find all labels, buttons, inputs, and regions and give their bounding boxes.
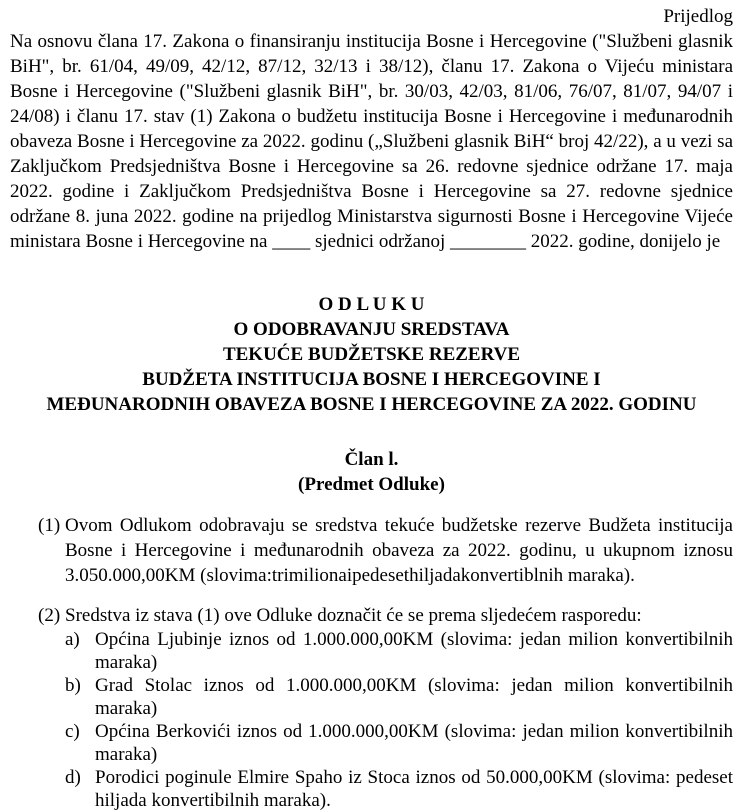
numbered-item (10, 603, 733, 628)
item-marker: (1) (38, 515, 61, 536)
item-marker: (2) (38, 605, 61, 626)
item-text: Općina Berkovići iznos od 1.000.000,00KM (slovima: jedan milion konvertibilnih maraka) (95, 721, 733, 765)
decision-title-line: O D L U K U (318, 294, 425, 315)
lettered-item (10, 628, 733, 674)
item-marker: c) (65, 721, 80, 742)
item-text: Sredstva iz stava (1) ove Odluke doznačit će se prema sljedećem rasporedu: (65, 605, 642, 626)
decision-title (10, 292, 733, 417)
lettered-item (10, 720, 733, 766)
allocation-list (10, 628, 733, 812)
item-marker: d) (65, 767, 81, 788)
decision-title-line: O ODOBRAVANJU SREDSTAVA (233, 319, 510, 340)
item-text: Ovom Odlukom odobravaju se sredstva tekuće budžetske rezerve Budžeta institucija Bosne i Hercegovine i međunarodnih obaveza za 2022. godinu, u ukupnom iznosu 3.050.000,00KM (slovima:trimilionaipedesethiljadakonvertiblnih maraka). (65, 515, 733, 586)
decision-title-line: BUDŽETA INSTITUCIJA BOSNE I HERCEGOVINE I (142, 369, 601, 390)
article-subheading: (Predmet Odluke) (298, 474, 445, 495)
item-text: Porodici poginule Elmire Spaho iz Stoca iznos od 50.000,00KM (slovima: pedeset hiljada konvertibilnih maraka). (95, 767, 733, 811)
item-text: Grad Stolac iznos od 1.000.000,00KM (slovima: jedan milion konvertibilnih maraka) (95, 675, 733, 719)
preamble-paragraph: Na osnovu člana 17. Zakona o finansiranju institucija Bosne i Hercegovine ("Službeni glasnik BiH", br. 61/04, 49/09, 42/12, 87/12, 32/13 i 38/12), članu 17. Zakona o Vijeću ministara Bosne i Hercegovine ("Službeni glasnik BiH", br. 30/03, 42/03, 81/06, 76/07, 81/07, 94/07 i 24/08) i članu 17. stav (1) Zakona o budžetu institucija Bosne i Hercegovine i međunarodnih obaveza Bosne i Hercegovine za 2022. godinu („Službeni glasnik BiH“ broj 42/22), a u vezi sa Zaključkom Predsjedništva Bosne i Hercegovine sa 26. redovne sjednice održane 17. maja 2022. godine i Zaključkom Predsjedništva Bosne i Hercegovine sa 27. redovne sjednice održane 8. juna 2022. godine na prijedlog Ministarstva sigurnosti Bosne i Hercegovine Vijeće ministara Bosne i Hercegovine na ____ sjednici održanoj ________ 2022. godine, donijelo je (10, 31, 733, 252)
lettered-item (10, 766, 733, 812)
decision-title-line: MEĐUNARODNIH OBAVEZA BOSNE I HERCEGOVINE ZA 2022. GODINU (46, 394, 697, 415)
decision-title-line: TEKUĆE BUDŽETSKE REZERVE (222, 344, 521, 365)
numbered-item (10, 513, 733, 588)
item-text: Općina Ljubinje iznos od 1.000.000,00KM (slovima: jedan milion konvertibilnih maraka) (95, 629, 733, 673)
lettered-item (10, 674, 733, 720)
proposal-label: Prijedlog (663, 6, 733, 27)
item-marker: a) (65, 629, 80, 650)
article-header (10, 447, 733, 497)
article-heading: Član l. (344, 449, 399, 470)
item-marker: b) (65, 675, 81, 696)
